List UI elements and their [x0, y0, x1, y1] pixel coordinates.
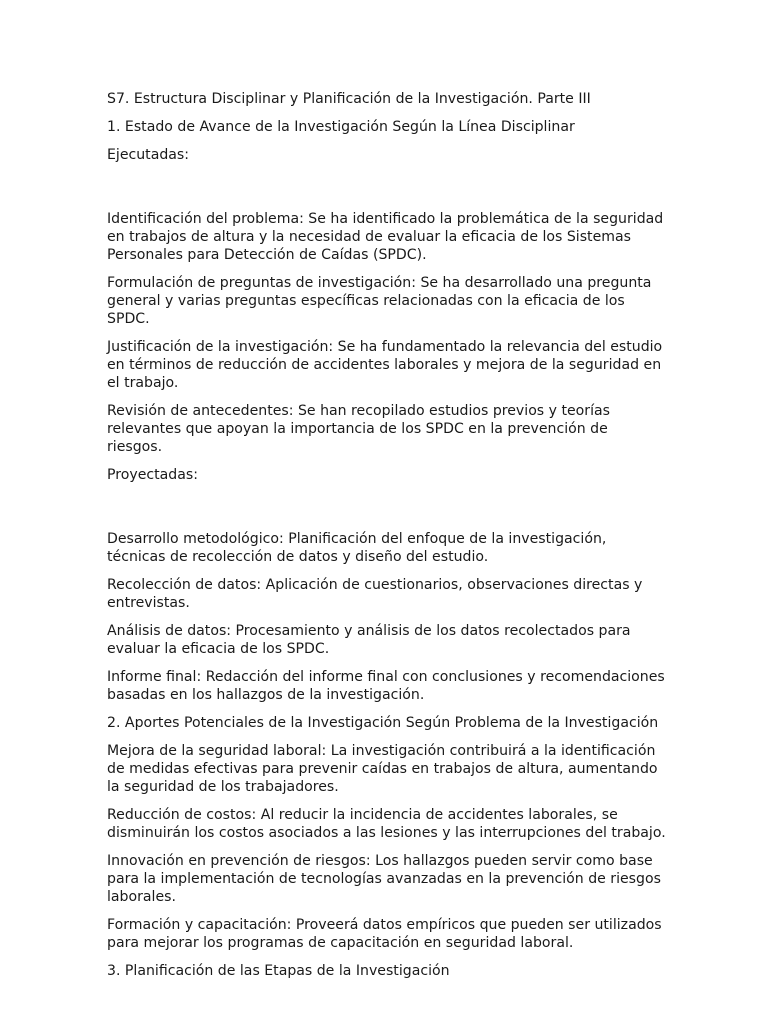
- projected-item: Informe final: Redacción del informe final con conclusiones y recomendaciones basadas en los hallazgos de la investigación.: [107, 669, 665, 703]
- projected-label: Proyectadas:: [107, 467, 198, 483]
- contribution-item: Innovación en prevención de riesgos: Los hallazgos pueden servir como base para la implementación de tecnologías avanzadas en la prevención de riesgos laborales.: [107, 853, 661, 905]
- section-heading-1: 1. Estado de Avance de la Investigación Según la Línea Disciplinar: [107, 119, 575, 135]
- contribution-item: Reducción de costos: Al reducir la incidencia de accidentes laborales, se disminuirán los costos asociados a las lesiones y las interrupciones del trabajo.: [107, 807, 666, 841]
- projected-item: Análisis de datos: Procesamiento y análisis de los datos recolectados para evaluar la eficacia de los SPDC.: [107, 623, 631, 657]
- executed-item: Justificación de la investigación: Se ha fundamentado la relevancia del estudio en términos de reducción de accidentes laborales y mejora de la seguridad en el trabajo.: [107, 339, 663, 391]
- executed-item: Formulación de preguntas de investigación: Se ha desarrollado una pregunta general y varias preguntas específicas relacionadas con la eficacia de los SPDC.: [107, 275, 652, 327]
- document-title: S7. Estructura Disciplinar y Planificación de la Investigación. Parte III: [107, 91, 591, 107]
- section-heading-3: 3. Planificación de las Etapas de la Investigación: [107, 963, 450, 979]
- document-body: [107, 90, 667, 990]
- contribution-item: Formación y capacitación: Proveerá datos empíricos que pueden ser utilizados para mejorar los programas de capacitación en seguridad laboral.: [107, 917, 662, 951]
- executed-item: Revisión de antecedentes: Se han recopilado estudios previos y teorías relevantes que apoyan la importancia de los SPDC en la prevención de riesgos.: [107, 403, 610, 455]
- contribution-item: Mejora de la seguridad laboral: La investigación contribuirá a la identificación de medidas efectivas para prevenir caídas en trabajos de altura, aumentando la seguridad de los trabajadores.: [107, 743, 658, 795]
- executed-label: Ejecutadas:: [107, 147, 190, 163]
- projected-item: Desarrollo metodológico: Planificación del enfoque de la investigación, técnicas de recolección de datos y diseño del estudio.: [107, 531, 607, 565]
- section-heading-2: 2. Aportes Potenciales de la Investigación Según Problema de la Investigación: [107, 715, 659, 731]
- executed-item: Identificación del problema: Se ha identificado la problemática de la seguridad en trabajos de altura y la necesidad de evaluar la eficacia de los Sistemas Personales para Detección de Caídas (SPDC).: [107, 211, 664, 263]
- projected-item: Recolección de datos: Aplicación de cuestionarios, observaciones directas y entrevistas.: [107, 577, 643, 611]
